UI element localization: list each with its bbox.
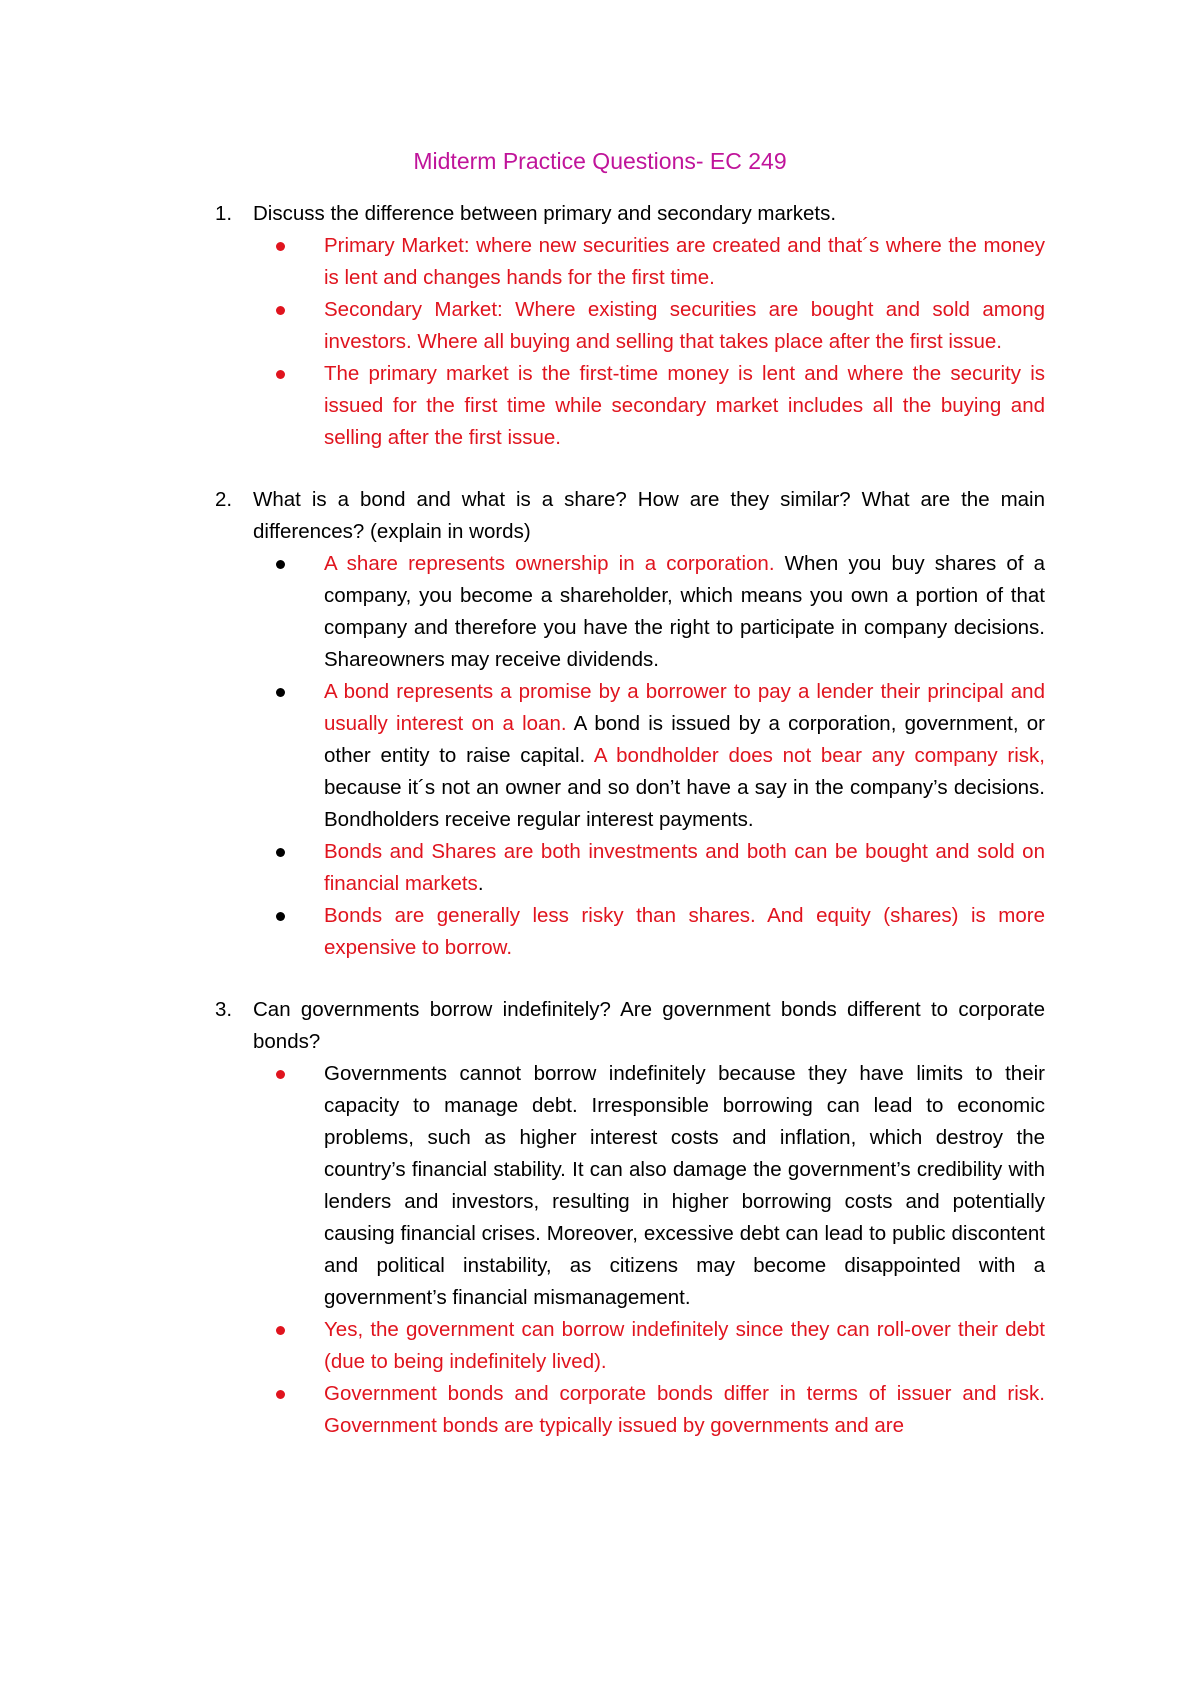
bullet-icon xyxy=(276,688,285,697)
answer-text: A bond is issued by a corporation, government, or other entity to raise capital. xyxy=(324,712,1046,767)
answer-text: Secondary Market: Where existing securities are bought and sold among investors. Where all buying and selling that takes place after the first issue. xyxy=(324,298,1045,353)
bullet-icon xyxy=(276,1326,285,1335)
answer-text: . xyxy=(477,872,484,895)
question-item xyxy=(215,198,1045,454)
answer-item xyxy=(253,358,1045,454)
question-item xyxy=(215,484,1045,964)
answer-list xyxy=(253,230,1045,454)
answer-text: Government bonds and corporate bonds differ in terms of issuer and risk. Government bonds are typically issued by governments and are xyxy=(324,1382,1045,1437)
question-item xyxy=(215,994,1045,1442)
answer-list xyxy=(253,1058,1045,1442)
bullet-icon xyxy=(276,1390,285,1399)
answer-text: Primary Market: where new securities are created and that´s where the money is lent and changes hands for the first time. xyxy=(324,234,1045,289)
question-number: 3. xyxy=(215,998,233,1021)
answer-text: When you buy shares of a company, you become a shareholder, which means you own a portion of that company and therefore you have the right to participate in company decisions. Shareowners may receive dividends. xyxy=(324,552,1046,671)
answer-text: The primary market is the first-time money is lent and where the security is issued for the first time while secondary market includes all the buying and selling after the first issue. xyxy=(324,362,1045,449)
question-number: 1. xyxy=(215,202,233,225)
page-title: Midterm Practice Questions- EC 249 xyxy=(413,148,787,174)
answer-item xyxy=(253,230,1045,294)
bullet-icon xyxy=(276,242,285,251)
answer-item xyxy=(253,1314,1045,1378)
answer-text: Bonds and Shares are both investments and both can be bought and sold on financial markets xyxy=(324,840,1045,895)
answer-item xyxy=(253,676,1045,836)
question-list xyxy=(215,198,1045,1472)
bullet-icon xyxy=(276,1070,285,1079)
answer-text: A share represents ownership in a corporation. xyxy=(324,552,775,575)
answer-list xyxy=(253,548,1045,964)
question-text: What is a bond and what is a share? How are they similar? What are the main differences? (explain in words) xyxy=(253,488,1045,543)
bullet-icon xyxy=(276,370,285,379)
question-text: Can governments borrow indefinitely? Are government bonds different to corporate bonds? xyxy=(253,998,1045,1053)
answer-item xyxy=(253,836,1045,900)
answer-item xyxy=(253,1058,1045,1314)
question-text: Discuss the difference between primary and secondary markets. xyxy=(253,202,837,225)
answer-item xyxy=(253,900,1045,964)
answer-item xyxy=(253,1378,1045,1442)
question-number: 2. xyxy=(215,488,233,511)
answer-text: Governments cannot borrow indefinitely because they have limits to their capacity to manage debt. Irresponsible borrowing can lead to economic problems, such as higher interest costs and inflation, which destroy the country’s financial stability. It can also damage the government’s credibility with lenders and investors, resulting in higher borrowing costs and potentially causing financial crises. Moreover, excessive debt can lead to public discontent and political instability, as citizens may become disappointed with a government’s financial mismanagement. xyxy=(324,1062,1045,1309)
answer-item xyxy=(253,294,1045,358)
bullet-icon xyxy=(276,560,285,569)
answer-text: A bondholder does not bear any company risk, xyxy=(593,744,1045,767)
answer-text: because it´s not an owner and so don’t have a say in the company’s decisions. Bondholders receive regular interest payments. xyxy=(324,776,1045,831)
answer-item xyxy=(253,548,1045,676)
bullet-icon xyxy=(276,912,285,921)
answer-text: Bonds are generally less risky than shares. And equity (shares) is more expensive to borrow. xyxy=(324,904,1045,959)
bullet-icon xyxy=(276,848,285,857)
answer-text: Yes, the government can borrow indefinitely since they can roll-over their debt (due to being indefinitely lived). xyxy=(324,1318,1045,1373)
answer-text: A bond represents a promise by a borrower to pay a lender their principal and usually interest on a loan. xyxy=(324,680,1045,735)
bullet-icon xyxy=(276,306,285,315)
